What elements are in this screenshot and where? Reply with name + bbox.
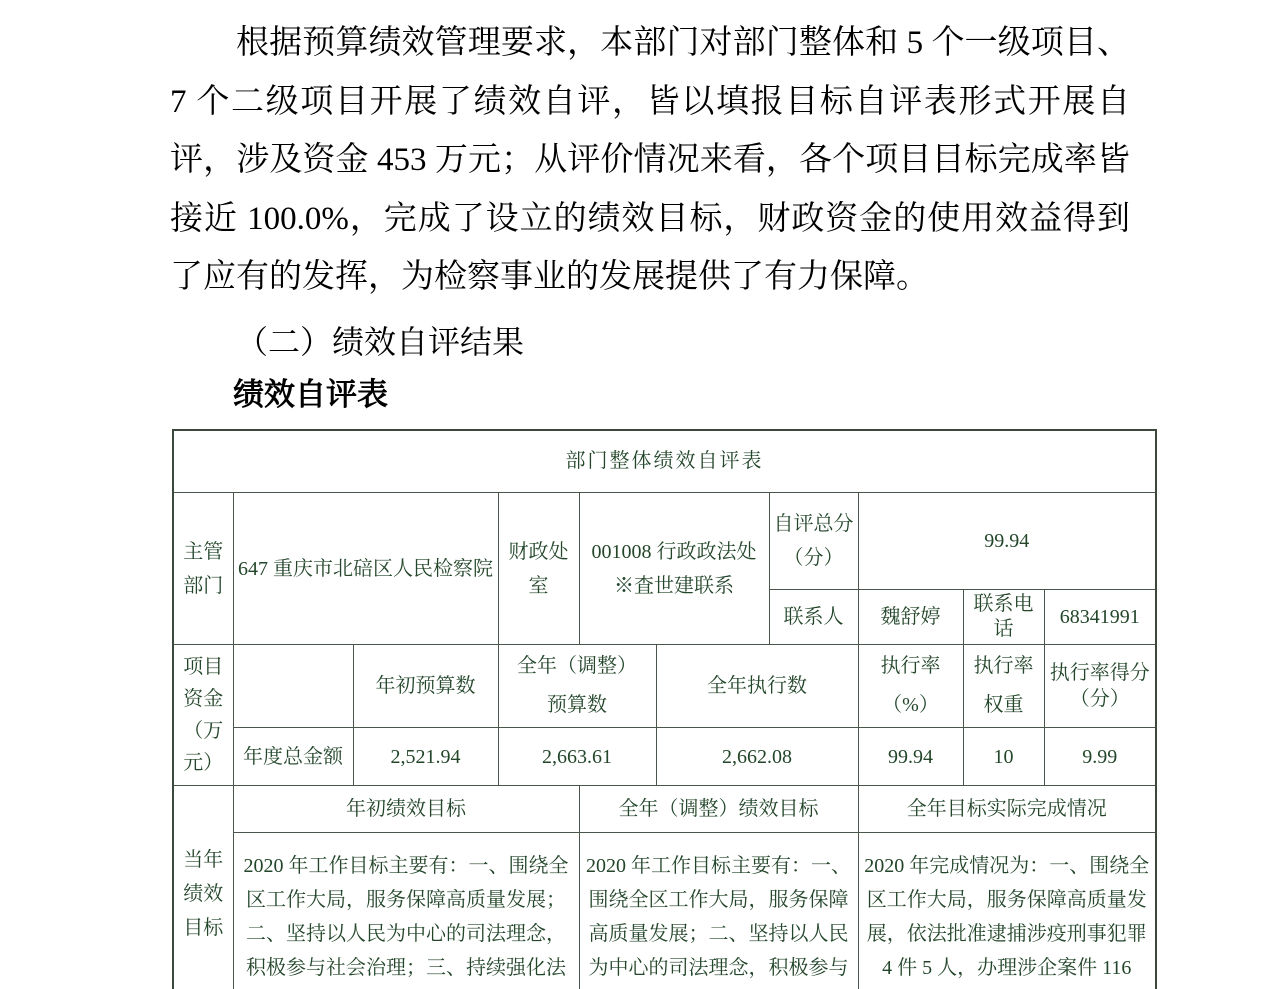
goals-actual-header-cell: 全年目标实际完成情况 xyxy=(858,786,1156,833)
self-score-value-cell: 99.94 xyxy=(858,493,1156,590)
adjusted-budget-value-cell: 2,663.61 xyxy=(498,728,656,786)
goals-adjusted-text-cell: 2020 年工作目标主要有：一、围绕全区工作大局，服务保障高质量发展；二、坚持以人民为中心的司法理念，积极参与 xyxy=(579,833,858,989)
table-title: 部门整体绩效自评表 xyxy=(173,430,1156,493)
exec-score-header-cell: 执行率得分 （分） xyxy=(1044,645,1156,728)
table-title-row xyxy=(173,430,1156,493)
exec-rate-value-cell: 99.94 xyxy=(858,728,963,786)
funds-row-label-cell: 项目资金 （万元） xyxy=(173,645,233,786)
dept-label-cell: 主管部门 xyxy=(173,493,233,645)
exec-score-value-cell: 9.99 xyxy=(1044,728,1156,786)
self-score-label-cell: 自评总分 （分） xyxy=(769,493,858,590)
initial-budget-value-cell: 2,521.94 xyxy=(353,728,498,786)
goals-header-row xyxy=(173,786,1156,833)
adjusted-budget-header-cell: 全年（调整） 预算数 xyxy=(498,645,656,728)
goals-initial-text-cell: 2020 年工作目标主要有：一、围绕全区工作大局，服务保障高质量发展；二、坚持以人民为中心的司法理念，积极参与社会治理；三、持续强化法 xyxy=(233,833,579,989)
performance-self-eval-table xyxy=(172,429,1157,989)
contact-label-cell: 联系人 xyxy=(769,590,858,645)
phone-value-cell: 68341991 xyxy=(1044,590,1156,645)
section-heading: （二）绩效自评结果 xyxy=(236,323,525,360)
goals-row-label-cell: 当年绩效目标 xyxy=(173,786,233,989)
goals-initial-header-cell: 年初绩效目标 xyxy=(233,786,579,833)
empty-cell xyxy=(233,645,353,728)
exec-weight-value-cell: 10 xyxy=(963,728,1044,786)
executed-header-cell: 全年执行数 xyxy=(656,645,858,728)
admin-office-cell: 001008 行政政法处 ※査世建联系 xyxy=(579,493,769,645)
table-label: 绩效自评表 xyxy=(233,376,388,412)
contact-name-cell: 魏舒婷 xyxy=(858,590,963,645)
exec-weight-header-cell: 执行率 权重 xyxy=(963,645,1044,728)
exec-rate-header-cell: 执行率 （%） xyxy=(858,645,963,728)
funds-header-row xyxy=(173,645,1156,728)
executed-value-cell: 2,662.08 xyxy=(656,728,858,786)
dept-value-cell: 647 重庆市北碚区人民检察院 xyxy=(233,493,498,645)
goals-actual-text-cell: 2020 年完成情况为：一、围绕全区工作大局，服务保障高质量发展，依法批准逮捕涉疫刑事犯罪 4 件 5 人，办理涉企案件 116 xyxy=(858,833,1156,989)
initial-budget-header-cell: 年初预算数 xyxy=(353,645,498,728)
funds-values-row xyxy=(173,728,1156,786)
dept-score-row xyxy=(173,493,1156,590)
finance-office-cell: 财政处 室 xyxy=(498,493,579,645)
phone-label-cell: 联系电话 xyxy=(963,590,1044,645)
goals-adjusted-header-cell: 全年（调整）绩效目标 xyxy=(579,786,858,833)
summary-paragraph: 根据预算绩效管理要求，本部门对部门整体和 5 个一级项目、7 个二级项目开展了绩效自评，皆以填报目标自评表形式开展自评，涉及资金 453 万元；从评价情况来看，各个项目目标完成率皆接近 100.0%，完成了设立的绩效目标，财政资金的使用效益得到了应有的发挥，为检察事业的发展提供了有力保障。 xyxy=(170,25,1130,295)
goals-text-row xyxy=(173,833,1156,989)
total-row-label-cell: 年度总金额 xyxy=(233,728,353,786)
